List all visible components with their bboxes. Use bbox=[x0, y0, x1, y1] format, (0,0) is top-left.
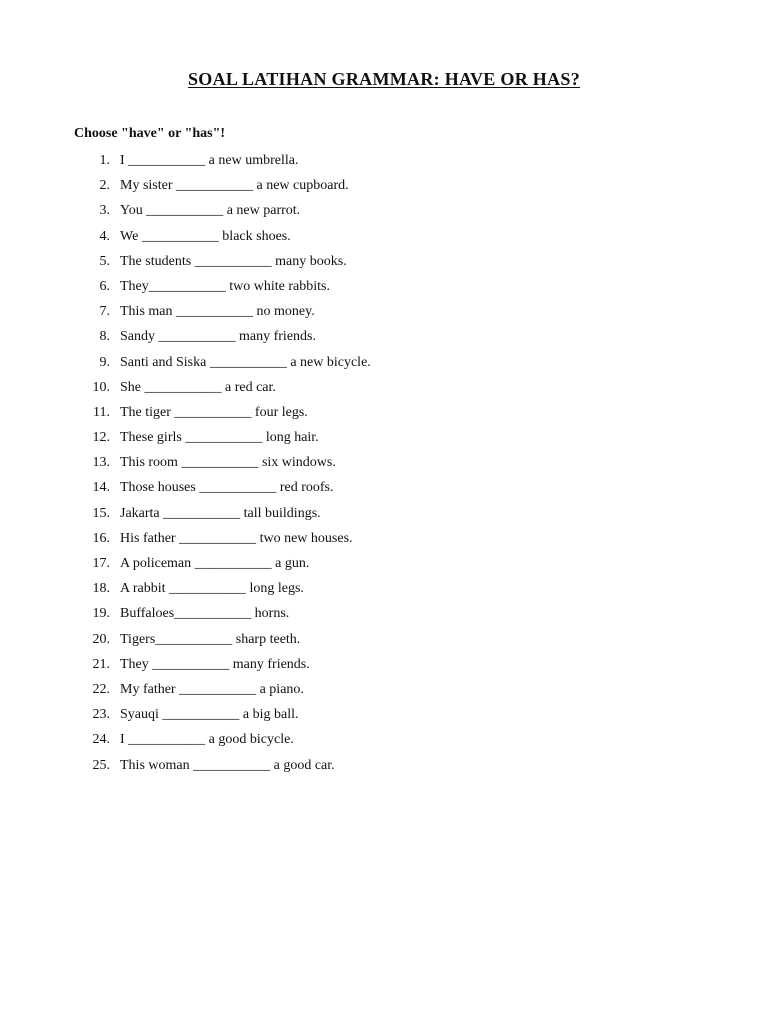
exercise-item bbox=[0, 731, 768, 756]
exercise-number: 22. bbox=[92, 681, 110, 697]
exercise-number: 25. bbox=[92, 757, 110, 773]
exercise-sentence: Tigers___________ sharp teeth. bbox=[120, 631, 301, 647]
exercise-number: 19. bbox=[92, 606, 110, 622]
exercise-sentence: A rabbit ___________ long legs. bbox=[120, 581, 304, 597]
exercise-number: 24. bbox=[92, 732, 110, 748]
exercise-item bbox=[0, 253, 768, 278]
exercise-item bbox=[0, 328, 768, 353]
exercise-number: 1. bbox=[99, 153, 110, 168]
exercise-number: 18. bbox=[92, 581, 110, 597]
exercise-number: 3. bbox=[99, 203, 110, 219]
exercise-number: 4. bbox=[99, 228, 110, 244]
exercise-sentence: I ___________ a new umbrella. bbox=[120, 153, 299, 168]
exercise-item bbox=[0, 379, 768, 404]
exercise-item bbox=[0, 580, 768, 605]
exercise-number: 20. bbox=[92, 631, 110, 647]
exercise-item bbox=[0, 303, 768, 328]
exercise-sentence: I ___________ a good bicycle. bbox=[120, 732, 294, 748]
exercise-number: 6. bbox=[99, 278, 110, 294]
exercise-item bbox=[0, 757, 768, 782]
exercise-item bbox=[0, 530, 768, 555]
exercise-item bbox=[0, 605, 768, 630]
exercise-sentence: You ___________ a new parrot. bbox=[120, 203, 301, 219]
exercise-sentence: Buffaloes___________ horns. bbox=[120, 606, 290, 622]
exercise-number: 23. bbox=[92, 707, 110, 723]
exercise-item bbox=[0, 228, 768, 253]
exercise-item bbox=[0, 454, 768, 479]
exercise-sentence: Sandy ___________ many friends. bbox=[120, 329, 316, 345]
exercise-list bbox=[0, 152, 768, 782]
worksheet-title: SOAL LATIHAN GRAMMAR: HAVE OR HAS? bbox=[187, 69, 581, 89]
exercise-sentence: The tiger ___________ four legs. bbox=[120, 404, 308, 420]
exercise-sentence: This man ___________ no money. bbox=[120, 304, 315, 320]
exercise-number: 13. bbox=[92, 455, 110, 471]
exercise-sentence: They___________ two white rabbits. bbox=[120, 278, 330, 294]
exercise-sentence: His father ___________ two new houses. bbox=[120, 530, 353, 546]
exercise-item bbox=[0, 706, 768, 731]
exercise-item bbox=[0, 202, 768, 227]
exercise-sentence: This woman ___________ a good car. bbox=[120, 757, 335, 773]
exercise-sentence: Jakarta ___________ tall buildings. bbox=[120, 505, 321, 521]
exercise-item bbox=[0, 681, 768, 706]
exercise-item bbox=[0, 278, 768, 303]
exercise-number: 12. bbox=[92, 430, 110, 446]
exercise-item bbox=[0, 479, 768, 504]
exercise-sentence: A policeman ___________ a gun. bbox=[120, 556, 310, 571]
exercise-item bbox=[0, 404, 768, 429]
exercise-number: 11. bbox=[93, 404, 110, 420]
exercise-number: 7. bbox=[99, 304, 110, 320]
exercise-sentence: They ___________ many friends. bbox=[120, 656, 310, 672]
exercise-item bbox=[0, 152, 768, 177]
exercise-item bbox=[0, 555, 768, 580]
exercise-sentence: Those houses ___________ red roofs. bbox=[120, 480, 334, 496]
exercise-item bbox=[0, 177, 768, 202]
exercise-number: 9. bbox=[99, 354, 110, 370]
exercise-item bbox=[0, 429, 768, 454]
exercise-sentence: This room ___________ six windows. bbox=[120, 455, 336, 471]
exercise-item bbox=[0, 656, 768, 681]
exercise-item bbox=[0, 505, 768, 530]
exercise-number: 14. bbox=[92, 480, 110, 496]
exercise-sentence: The students ___________ many books. bbox=[120, 253, 347, 269]
exercise-number: 10. bbox=[92, 379, 110, 395]
exercise-number: 2. bbox=[99, 178, 110, 194]
exercise-sentence: My sister ___________ a new cupboard. bbox=[120, 178, 349, 194]
exercise-sentence: My father ___________ a piano. bbox=[120, 681, 304, 697]
exercise-sentence: Santi and Siska ___________ a new bicycle. bbox=[120, 354, 371, 370]
exercise-sentence: We ___________ black shoes. bbox=[120, 228, 291, 244]
exercise-sentence: Syauqi ___________ a big ball. bbox=[120, 707, 299, 723]
exercise-number: 8. bbox=[99, 329, 110, 345]
exercise-number: 21. bbox=[92, 656, 110, 672]
exercise-item bbox=[0, 354, 768, 379]
exercise-number: 17. bbox=[92, 556, 110, 571]
exercise-number: 15. bbox=[92, 505, 110, 521]
exercise-number: 5. bbox=[99, 253, 110, 269]
exercise-item bbox=[0, 631, 768, 656]
instruction-text: Choose "have" or "has"! bbox=[74, 126, 226, 141]
exercise-sentence: These girls ___________ long hair. bbox=[120, 430, 319, 446]
exercise-sentence: She ___________ a red car. bbox=[120, 379, 276, 395]
exercise-number: 16. bbox=[92, 530, 110, 546]
